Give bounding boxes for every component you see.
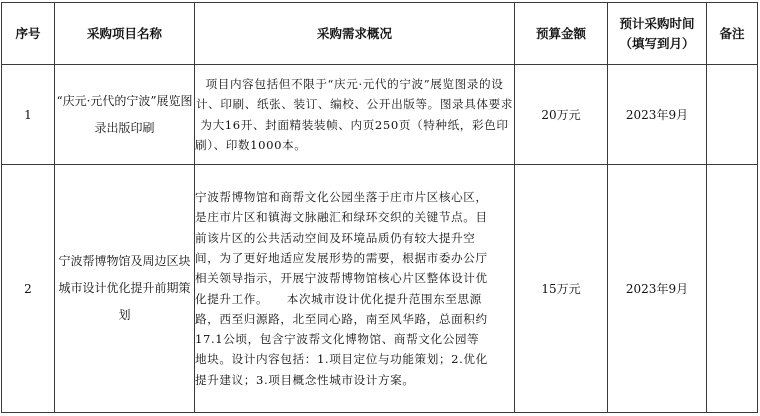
- table-row: [2, 65, 758, 165]
- header-needs: 采购需求概况: [195, 3, 515, 65]
- row-needs: [195, 165, 515, 413]
- needs-line: 前该片区的公共活动空间及环境品质仍有较大提升空: [195, 230, 476, 245]
- row-project-name: 宁波帮博物馆及周边区块城市设计优化提升前期策划: [55, 165, 195, 413]
- row-needs: 项目内容包括但不限于“庆元·元代的宁波”展览图录的设计、印刷、纸张、装订、编校、公开出版等。图录具体要求为大16开、封面精装装帧、内页250页（特种纸，彩色印刷）、印数1000本。: [195, 65, 515, 165]
- table-row: [2, 165, 758, 413]
- row-remark: [707, 165, 758, 413]
- header-index: 序号: [2, 3, 55, 65]
- needs-line: 路，西至归源路，北至同心路，南至风华路，总面积约: [195, 311, 488, 326]
- header-row: [2, 3, 758, 65]
- needs-line: 是庄市片区和镇海文脉融汇和绿环交织的关键节点。目: [195, 210, 488, 225]
- header-time: [608, 3, 707, 65]
- row-budget: 20万元: [515, 65, 608, 165]
- row-index: 1: [2, 65, 55, 165]
- needs-line: 宁波帮博物馆和商帮文化公园坐落于庄市片区核心区，: [195, 190, 488, 205]
- needs-line: 间，为了更好地适应发展形势的需要，根据市委办公厅: [195, 250, 488, 265]
- row-project-name: “庆元·元代的宁波”展览图录出版印刷: [55, 65, 195, 165]
- procurement-table: [1, 2, 758, 413]
- row-time: 2023年9月: [608, 165, 707, 413]
- row-time: 2023年9月: [608, 65, 707, 165]
- needs-line: 17.1公顷，包含宁波帮文化博物馆、商帮文化公园等: [195, 332, 480, 347]
- needs-line: 相关领导指示，开展宁波帮博物馆核心片区整体设计优: [195, 271, 488, 286]
- header-time-line1: 预计采购时间: [619, 15, 695, 31]
- needs-line: 地块。设计内容包括：1.项目定位与功能策划；2.优化: [195, 352, 488, 367]
- needs-line: 化提升工作。 本次城市设计优化提升范围东至思源: [195, 291, 482, 306]
- row-remark: [707, 65, 758, 165]
- header-remark: 备注: [707, 3, 758, 65]
- header-budget: 预算金额: [515, 3, 608, 65]
- row-index: 2: [2, 165, 55, 413]
- header-time-line2: （填写到月）: [619, 35, 695, 51]
- header-project-name: 采购项目名称: [55, 3, 195, 65]
- needs-line: 提升建议；3.项目概念性城市设计方案。: [195, 372, 415, 387]
- row-budget: 15万元: [515, 165, 608, 413]
